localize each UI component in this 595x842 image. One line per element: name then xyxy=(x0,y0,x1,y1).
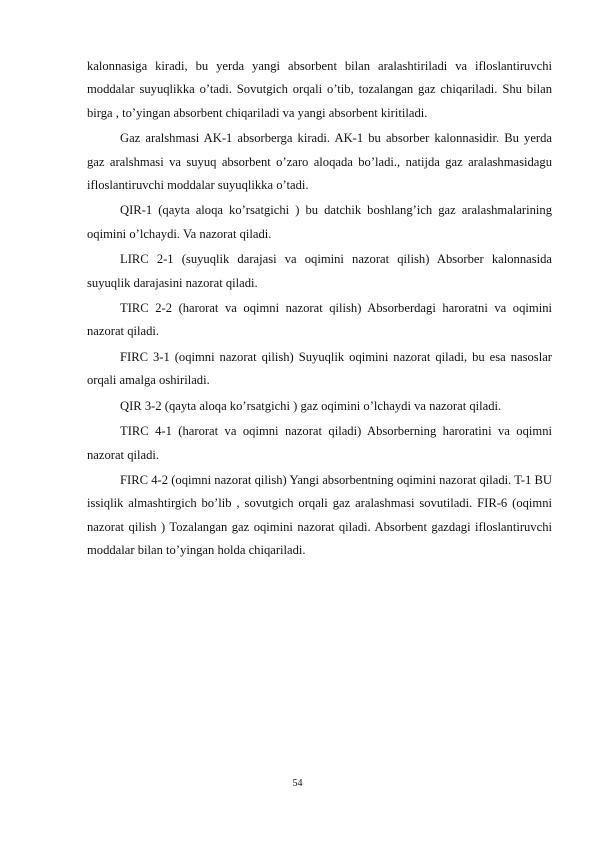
paragraph-lirc-2-1: LIRC 2-1 (suyuqlik darajasi va oqimini nazorat qilish) Absorber kalonnasida suyuqlik darajasini nazorat qiladi. xyxy=(87,252,552,290)
body-text xyxy=(87,55,552,565)
paragraph-tirc-4-1: TIRC 4-1 (harorat va oqimni nazorat qiladi) Absorberning haroratini va oqimni nazorat qiladi. xyxy=(87,424,552,462)
paragraph-tirc-2-2: TIRC 2-2 (harorat va oqimni nazorat qilish) Absorberdagi haroratni va oqimini nazorat qiladi. xyxy=(87,301,552,339)
paragraph-firc-3-1: FIRC 3-1 (oqimni nazorat qilish) Suyuqlik oqimini nazorat qiladi, bu esa nasoslar orqali amalga oshiriladi. xyxy=(87,349,552,388)
page-number: 54 xyxy=(292,778,303,789)
paragraph-firc-4-2: FIRC 4-2 (oqimni nazorat qilish) Yangi absorbentning oqimini nazorat qiladi. T-1 BU issiqlik almashtirgich bo’lib , sovutgich orqali gaz aralashmasi sovutiladi. FIR-6 (oqimni nazorat qilish ) Tozalangan gaz oqimini nazorat qiladi. Absorbent gazdagi ifloslantiruvchi moddalar bilan to’yingan holda chiqariladi. xyxy=(87,472,552,558)
paragraph-qir-3-2: QIR 3-2 (qayta aloqa ko’rsatgichi ) gaz oqimini o’lchaydi va nazorat qiladi. xyxy=(120,398,502,413)
paragraph-continuation: kalonnasiga kiradi, bu yerda yangi absorbent bilan aralashtiriladi va ifloslantiruvchi moddalar suyuqlikka o’tadi. Sovutgich orqali o’tib, tozalangan gaz chiqariladi. Shu bilan birga , to’yingan absorbent chiqariladi va yangi absorbent kiritiladi. xyxy=(87,59,552,120)
paragraph-ak1-absorber: Gaz aralshmasi AK-1 absorberga kiradi. AK-1 bu absorber kalonnasidir. Bu yerda gaz aralshmasi va suyuq absorbent o’zaro aloqada bo’ladi., natijda gaz aralashmasidagu ifloslantiruvchi moddalar suyuqlikka o’tadi. xyxy=(87,131,552,193)
paragraph-qir-1: QIR-1 (qayta aloqa ko’rsatgichi ) bu datchik boshlang’ich gaz aralashmalarining oqimini o’lchaydi. Va nazorat qiladi. xyxy=(87,203,552,241)
